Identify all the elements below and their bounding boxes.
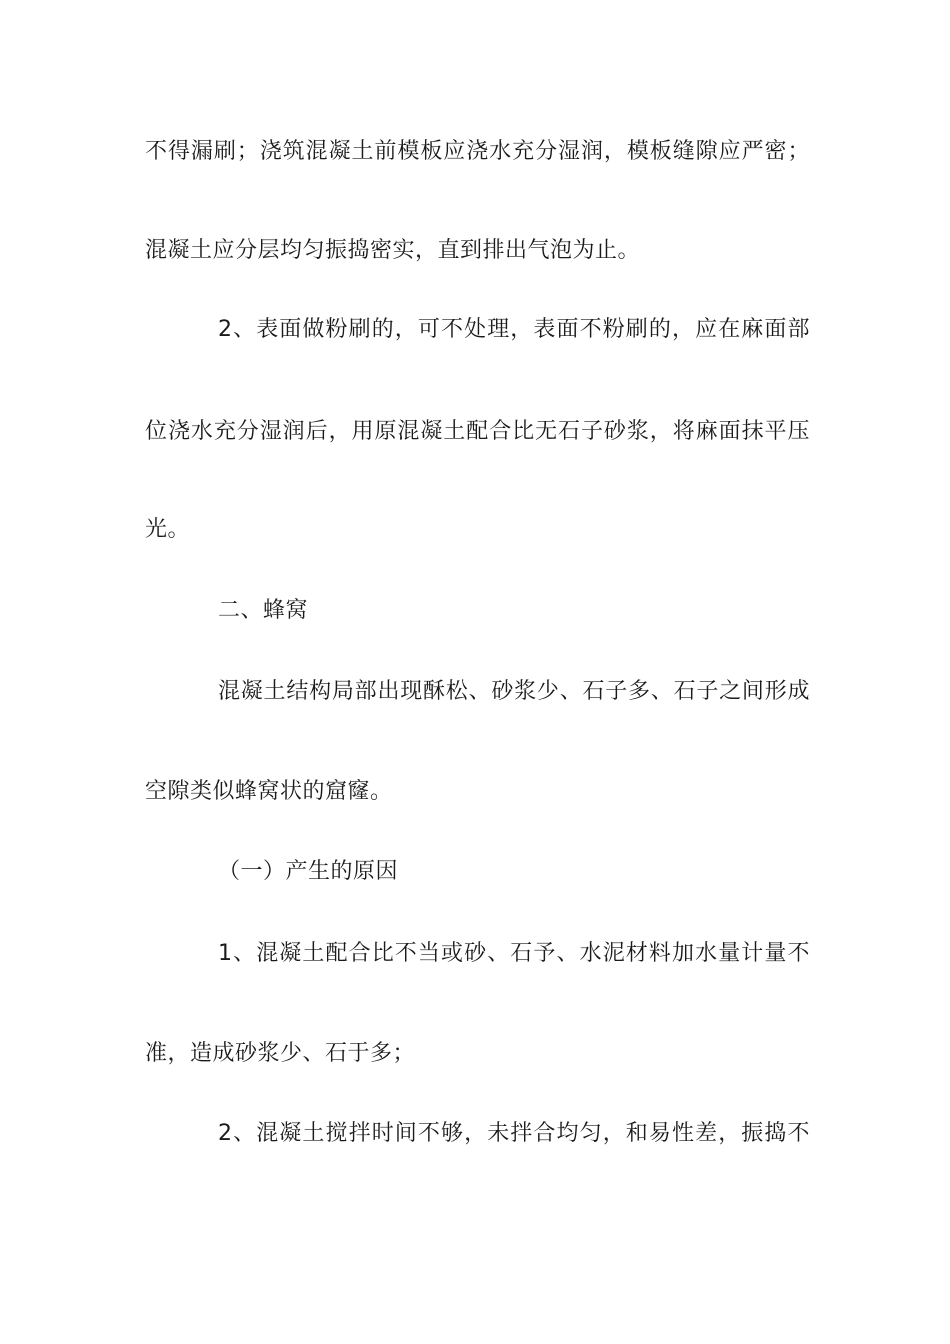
paragraph-line: 空隙类似蜂窝状的窟窿。 (145, 779, 393, 804)
paragraph-line: 准，造成砂浆少、石于多； (145, 1041, 416, 1066)
paragraph-line: 混凝土应分层均匀振捣密实，直到排出气泡为止。 (145, 238, 641, 263)
paragraph-line: 光。 (145, 517, 191, 542)
subsection-heading: （一）产生的原因 (218, 859, 399, 884)
paragraph-line: 1、混凝土配合比不当或砂、石予、水泥材料加水量计量不 (218, 941, 810, 966)
paragraph-line: 不得漏刷；浇筑混凝土前模板应浇水充分湿润，模板缝隙应严密； (145, 139, 810, 164)
section-heading: 二、蜂窝 (218, 598, 309, 623)
paragraph-line: 2、表面做粉刷的，可不处理，表面不粉刷的，应在麻面部 (218, 317, 810, 342)
paragraph-line: 位浇水充分湿润后，用原混凝土配合比无石子砂浆，将麻面抹平压 (145, 419, 810, 444)
paragraph-line: 2、混凝土搅拌时间不够，未拌合均匀，和易性差，振捣不 (218, 1121, 810, 1146)
paragraph-line: 混凝土结构局部出现酥松、砂浆少、石子多、石子之间形成 (218, 679, 810, 704)
